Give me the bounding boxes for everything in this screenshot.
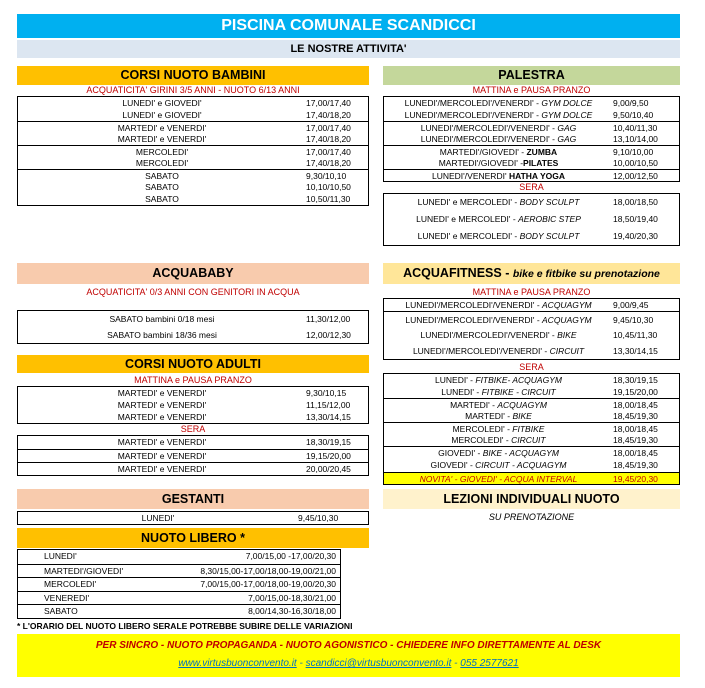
row-days: LUNEDI'/VENERDI' [432,171,509,181]
section-subtitle: MATTINA e PAUSA PRANZO [134,375,252,385]
row-label: MARTEDI' e VENERDI' [117,388,207,398]
section-acquafitness [383,263,680,485]
section-subtitle-evening: SERA [180,424,206,434]
row-label [384,170,613,181]
row-days: GIOVEDI' - [430,460,476,470]
section-title-note: bike e fitbike su prenotazione [512,268,660,280]
section-subtitle: ACQUATICITA' 0/3 ANNI CON GENITORI IN ACQUA [86,287,300,297]
row-label: MARTEDI' e VENERDI' [117,134,207,144]
section-subtitle-evening: SERA [519,362,544,372]
schedule-table-evening [383,193,680,246]
row-label: MARTEDI' e VENERDI' [117,400,207,410]
row-time: 18,45/19,30 [613,435,658,445]
row-time: 7,00/15,00-17,00/18,00-19,00/20,30 [200,579,336,589]
row-time: 9,45/10,30 [613,315,654,325]
table-row [18,411,368,423]
row-time: 18,00/18,45 [613,400,658,410]
footnote: * L'ORARIO DEL NUOTO LIBERO SERALE POTREBBE SUBIRE DELLE VARIAZIONI [17,621,353,631]
table-row [18,449,368,462]
row-activity: CIRCUIT [549,346,585,356]
row-activity: CIRCUIT - ACQUAGYM [475,460,567,470]
row-days: LUNEDI' e MERCOLEDI' - [417,197,520,207]
row-label: MARTEDI' e VENERDI' [117,451,207,461]
row-activity: HATHA YOGA [508,171,565,181]
row-time: 17,40/18,20 [306,134,351,144]
table-row [18,121,368,133]
row-time: 18,30/19,15 [306,437,351,447]
row-activity: GYM DOLCE [541,98,593,108]
table-row [18,577,340,591]
row-label: VENEREDI' [44,592,90,603]
table-row [384,374,679,386]
table-row [18,157,368,169]
section-note: SU PRENOTAZIONE [488,512,575,522]
table-row [18,133,368,145]
row-label: MERCOLEDI' [135,147,189,157]
table-row [18,193,368,205]
page-title: PISCINA COMUNALE SCANDICCI [17,14,680,38]
schedule-table-evening [17,435,369,476]
table-row [18,550,340,564]
row-time: 11,15/12,00 [306,400,351,410]
row-time: 10,40/11,30 [613,123,658,133]
row-time: 9,00/9,45 [613,300,649,310]
table-row [384,434,679,446]
row-label [384,146,613,157]
row-time: 17,40/18,20 [306,110,351,120]
row-time: 18,50/19,40 [613,214,658,224]
novita-time: 19,45/20,30 [613,474,658,484]
section-nuoto-libero [17,528,369,619]
row-activity: BODY SCULPT [519,197,580,207]
row-time: 19,40/20,30 [613,231,658,241]
row-activity: FITBIKE- ACQUAGYM [475,375,562,385]
table-row [18,181,368,193]
row-label: SABATO bambini 0/18 mesi [109,314,215,324]
table-row [384,299,679,311]
row-time: 9,00/9,50 [613,98,649,108]
row-time: 18,00/18,45 [613,424,658,434]
section-corsi-adulti [17,355,369,476]
table-row [384,459,679,472]
row-days: LUNEDI' - [435,375,476,385]
row-label [384,447,613,459]
row-label: MARTEDI'/GIOVEDI' [44,565,124,576]
row-time: 8,30/15,00-17,00/18,00-19,00/21,00 [200,565,336,576]
table-row [384,311,679,327]
row-label [384,459,613,472]
table-row [384,169,679,181]
table-row [18,145,368,157]
row-time: 11,30/12,00 [306,314,351,324]
page-subtitle: LE NOSTRE ATTIVITA' [17,40,680,58]
table-row [384,109,679,121]
table-row [18,512,368,524]
row-label [384,133,613,145]
row-days: LUNEDI' e MERCOLEDI' - [417,231,520,241]
schedule-table [383,96,680,182]
footer-contacts: www.virtusbuonconvento.it - scandicci@virtusbuonconvento.it - 055 2577621 [178,658,519,669]
row-activity: AEROBIC STEP [518,214,581,224]
table-row [384,386,679,398]
row-time: 17,00/17,40 [306,123,351,133]
row-time: 13,10/14,00 [613,134,658,144]
row-days: LUNEDI'/MERCOLEDI'/VENERDI' - [420,134,558,144]
section-title: CORSI NUOTO ADULTI [17,355,369,373]
row-time: 13,30/14,15 [613,346,658,356]
row-activity: BIKE [512,411,532,421]
section-lezioni [383,489,680,522]
phone-link[interactable]: 055 2577621 [460,658,519,669]
row-activity: GYM DOLCE [541,110,593,120]
row-label: MERCOLEDI' [135,158,189,168]
novita-row [384,472,679,484]
row-label [384,157,613,169]
row-days: MERCOLEDI' - [451,435,512,445]
row-label: LUNEDI' [44,551,77,561]
table-row [384,446,679,459]
table-row [18,327,368,343]
row-label [384,343,613,359]
row-label: MARTEDI' e VENERDI' [117,412,207,422]
row-activity: ACQUAGYM [542,300,592,310]
table-row [384,343,679,359]
row-label: MARTEDI' e VENERDI' [117,464,207,474]
table-row [384,145,679,157]
schedule-table [17,511,369,525]
table-row [18,604,340,618]
row-time: 19,15/20,00 [613,387,658,397]
table-row [18,97,368,109]
section-gestanti [17,489,369,525]
footer-banner [17,634,680,677]
section-title: GESTANTI [17,489,369,509]
row-label [384,228,613,245]
row-days: LUNEDI'/MERCOLEDI'/VENERDI' - [412,346,550,356]
section-title: CORSI NUOTO BAMBINI [17,66,369,85]
row-label [384,434,613,446]
table-row [18,109,368,121]
row-label: LUNEDI' e GIOVEDI' [122,110,202,120]
table-row [18,387,368,399]
section-subtitle: MATTINA e PAUSA PRANZO [472,287,591,297]
row-days: MARTEDI'/GIOVEDI' - [438,158,524,168]
row-label: SABATO [145,194,179,204]
row-label: LUNEDI' [141,513,175,523]
row-time: 18,45/19,30 [613,460,658,470]
table-row [384,133,679,145]
section-title: PALESTRA [383,66,680,85]
table-row [384,398,679,410]
row-time: 12,00/12,30 [306,330,351,340]
row-days: LUNEDI'/MERCOLEDI'/VENERDI' - [404,98,542,108]
row-activity: BIKE [557,330,577,340]
row-time: 12,00/12,50 [613,171,658,181]
row-label [384,299,613,311]
row-time: 9,10/10,00 [613,147,654,157]
row-days: MARTEDI'/GIOVEDI' - [439,147,527,157]
row-label [384,97,613,109]
row-activity: CIRCUIT [511,435,546,445]
row-label: SABATO [145,171,179,181]
row-days: MARTEDI' - [450,400,498,410]
schedule-table [17,310,369,344]
row-time: 17,00/17,40 [306,98,351,108]
table-row [18,564,340,578]
section-corsi-bambini [17,66,369,206]
website-link[interactable]: www.virtusbuonconvento.it [178,658,297,669]
row-days: LUNEDI'/MERCOLEDI'/VENERDI' - [405,300,543,310]
footer-info: PER SINCRO - NUOTO PROPAGANDA - NUOTO AGONISTICO - CHIEDERE INFO DIRETTAMENTE AL DESK [95,640,602,651]
schedule-table [17,549,341,619]
table-row [384,121,679,133]
row-time: 18,30/19,15 [613,375,658,385]
row-label: MARTEDI' e VENERDI' [117,437,207,447]
table-row [384,410,679,422]
row-label [384,423,613,434]
row-time: 18,00/18,50 [613,197,658,207]
row-label [384,194,613,211]
row-time: 13,30/14,15 [306,412,351,422]
schedule-table [17,386,369,424]
row-time: 10,45/11,30 [613,330,658,340]
table-row [384,327,679,343]
row-days: LUNEDI' - [441,387,482,397]
row-label [384,211,613,228]
row-activity: FITBIKE - CIRCUIT [481,387,556,397]
table-row [384,422,679,434]
row-time: 18,45/19,30 [613,411,658,421]
row-label: MARTEDI' e VENERDI' [117,123,207,133]
table-row [18,436,368,449]
row-time: 7,00/15,00-18,30/21,00 [248,592,336,603]
row-time: 17,00/17,40 [306,147,351,157]
row-label [384,386,613,398]
row-days: MERCOLEDI' - [452,424,513,434]
row-time: 18,00/18,45 [613,448,658,458]
row-days: LUNEDI'/MERCOLEDI'/VENERDI' - [404,110,542,120]
section-title-text: ACQUAFITNESS - [403,266,513,280]
row-time: 20,00/20,45 [306,464,351,474]
schedule-table [17,96,369,206]
table-row [18,399,368,411]
row-label: MERCOLEDI' [44,579,97,589]
row-time: 10,10/10,50 [306,182,351,192]
table-row [384,97,679,109]
novita-label: NOVITA' - GIOVEDI' - ACQUA INTERVAL [419,474,578,484]
row-label [384,312,613,327]
row-label [384,399,613,410]
row-days: LUNEDI'/MERCOLEDI'/VENERDI' - [405,315,543,325]
row-activity: GAG [557,134,577,144]
row-activity: ZUMBA [526,147,558,157]
row-time: 17,40/18,20 [306,158,351,168]
section-subtitle-evening: SERA [519,182,544,192]
row-label [384,122,613,133]
table-row [384,211,679,228]
row-activity: BIKE - ACQUAGYM [482,448,559,458]
row-days: LUNEDI' e MERCOLEDI' - [416,214,519,224]
row-label: LUNEDI' e GIOVEDI' [122,98,202,108]
row-label: SABATO bambini 18/36 mesi [107,330,217,340]
row-days: GIOVEDI' - [438,448,483,458]
row-time: 9,45/10,30 [298,513,339,523]
section-acquababy [17,263,369,344]
row-time: 10,50/11,30 [306,194,351,204]
row-time: 7,00/15,00 -17,00/20,30 [245,551,336,561]
row-time: 10,00/10,50 [613,158,658,168]
row-activity: ACQUAGYM [542,315,592,325]
row-days: LUNEDI'/MERCOLEDI'/VENERDI' - [420,330,558,340]
row-activity: BODY SCULPT [519,231,580,241]
table-row [18,311,368,327]
section-title [383,263,680,284]
email-link[interactable]: scandicci@virtusbuonconvento.it [305,658,452,669]
table-row [18,169,368,181]
schedule-table [383,298,680,360]
row-activity: ACQUAGYM [497,400,547,410]
row-label: SABATO [145,182,179,192]
row-label [384,410,613,422]
section-title: ACQUABABY [17,263,369,284]
table-row [18,462,368,475]
row-days: MARTEDI' - [465,411,513,421]
row-activity: FITBIKE [512,424,545,434]
row-days: LUNEDI'/MERCOLEDI'/VENERDI' - [420,123,558,133]
schedule-table-evening [383,373,680,485]
section-subtitle: ACQUATICITA' GIRINI 3/5 ANNI - NUOTO 6/13 ANNI [86,85,300,95]
row-time: 9,50/10,40 [613,110,654,120]
section-title: NUOTO LIBERO * [17,528,369,548]
section-title: LEZIONI INDIVIDUALI NUOTO [383,489,680,509]
row-activity: GAG [557,123,577,133]
section-palestra [383,66,680,246]
row-time: 9,30/10,10 [306,171,347,181]
row-time: 19,15/20,00 [306,451,351,461]
row-activity: PILATES [523,158,559,168]
row-time: 9,30/10,15 [306,388,347,398]
section-subtitle: MATTINA e PAUSA PRANZO [472,85,591,95]
row-label: SABATO [44,606,78,616]
row-label [384,327,613,343]
table-row [18,591,340,605]
table-row [384,157,679,169]
row-label [384,374,613,386]
row-label [384,109,613,121]
row-time: 8,00/14,30-16,30/18,00 [248,606,336,616]
table-row [384,194,679,211]
table-row [384,228,679,245]
